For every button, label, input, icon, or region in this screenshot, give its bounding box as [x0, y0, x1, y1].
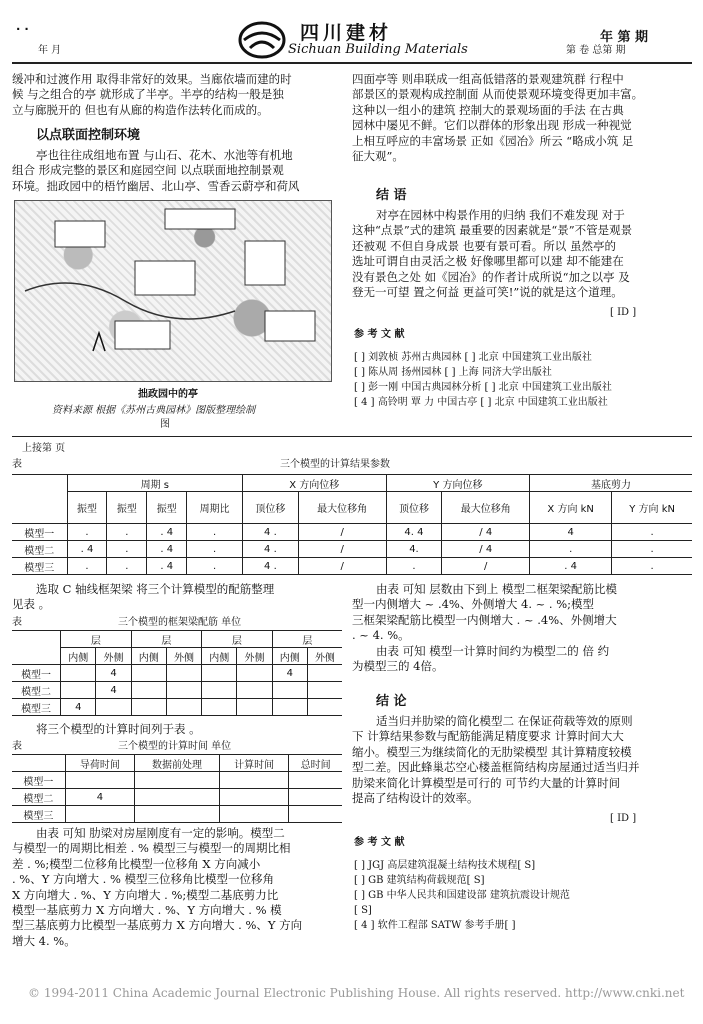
table-cell: . — [612, 524, 692, 541]
row-label: 模型三 — [12, 699, 61, 716]
reference-item: [ 4 ] 高铃明 覃 力 中国古亭 [ ] 北京 中国建筑工业出版社 — [354, 397, 608, 408]
table-cell — [131, 699, 166, 716]
table-cell — [237, 665, 272, 682]
table-cell: / 4 — [442, 541, 530, 558]
text-line: 缓冲和过渡作用 取得非常好的效果。当廊依墙而建的时 — [12, 72, 292, 86]
text-line: 见表 。 — [12, 597, 51, 612]
table-corner — [12, 755, 65, 772]
id-tag: [ ID ] — [610, 813, 637, 824]
text-line: 型一内侧增大 ~ .4%、外侧增大 4. ~ . %;模型 — [352, 597, 595, 612]
reference-item: [ ] 刘敦桢 苏州古典园林 [ ] 北京 中国建筑工业出版社 — [354, 352, 592, 363]
table-group-head: 基底剪力 — [530, 475, 692, 492]
reference-item: [ ] GB 中华人民共和国建设部 建筑抗震设计规范 — [354, 890, 570, 901]
section-heading: 以点联面控制环境 — [36, 128, 141, 143]
reinforcement-table — [12, 630, 342, 716]
figure-source: 资料来源 根据《苏州古典园林》图版整理绘制 — [52, 405, 256, 416]
table-cell: 4 — [96, 665, 131, 682]
table-cell: 4 — [61, 699, 96, 716]
table-cell — [237, 699, 272, 716]
table-row — [12, 682, 342, 699]
table-cell — [289, 806, 342, 823]
text-line: 园林中屡见不鲜。它们以群体的形象出现 形成一种视觉 — [352, 118, 632, 133]
table-cell: / 4 — [442, 524, 530, 541]
text-line: 征大观”。 — [352, 149, 404, 164]
row-label: 模型二 — [12, 682, 61, 699]
text-line: 由表 可知 肋梁对房屋刚度有一定的影响。模型二 — [36, 826, 285, 840]
table-cell — [219, 789, 288, 806]
text-line: 型三基底剪力比模型一基底剪力 X 方向增大 . %、Y 方向 — [12, 918, 303, 933]
table-subhead: 振型 — [147, 492, 187, 524]
results-table — [12, 474, 692, 575]
copyright-footer: © 1994-2011 China Academic Journal Electronic Publishing House. All rights reserved. http://www.cnki.net — [28, 986, 685, 1000]
table-head: 数据前处理 — [135, 755, 220, 772]
reference-item: [ ] JGJ 高层建筑混凝土结构技术规程[ S] — [354, 860, 536, 871]
references-list — [354, 350, 612, 410]
table-cell: / — [298, 558, 386, 575]
table-subhead: 最大位移角 — [442, 492, 530, 524]
text-line: 缩小。模型三为继续简化的无肋梁模型 其计算精度较模 — [352, 744, 632, 759]
table3-tag: 表 — [12, 741, 22, 752]
text-line: 三框架梁配筋比模型一内侧增大 . ~ .4%、外侧增大 — [352, 612, 617, 627]
text-line: 肋梁来简化计算模型是可行的 可节约大量的计算时间 — [352, 775, 621, 790]
issue-volume: 第 卷 总第 期 — [566, 45, 626, 56]
reference-item: [ ] GB 建筑结构荷载规范[ S] — [354, 875, 485, 886]
table-cell — [61, 682, 96, 699]
table-subhead: 顶位移 — [242, 492, 298, 524]
table-cell — [135, 806, 220, 823]
table-head: 导荷时间 — [65, 755, 134, 772]
table-group-head: 层 — [202, 631, 273, 648]
table-row — [12, 524, 692, 541]
table-row — [12, 806, 342, 823]
row-label: 模型二 — [12, 541, 67, 558]
text-line: X 方向增大 . %、Y 方向增大 . %;模型二基底剪力比 — [12, 887, 279, 902]
text-line: 亭也往往成组地布置 与山石、花木、水池等有机地 — [36, 148, 293, 162]
text-line: 四面亭等 则串联成一组高低错落的景观建筑群 行程中 — [352, 72, 624, 86]
table-cell — [289, 772, 342, 789]
text-line: 提高了结构设计的效率。 — [352, 791, 479, 806]
table-group-head: 层 — [61, 631, 132, 648]
table-cell — [96, 699, 131, 716]
text-line: 对亭在园林中构景作用的归纳 我们不难发现 对于 — [376, 208, 625, 222]
text-line: 没有景色之处 如《园冶》的作者计成所说“加之以亭 及 — [352, 269, 630, 284]
reference-item: [ ] 彭一刚 中国古典园林分析 [ ] 北京 中国建筑工业出版社 — [354, 382, 612, 393]
table-cell: / — [298, 524, 386, 541]
table-cell — [166, 699, 201, 716]
table-cell — [289, 789, 342, 806]
table-group-head: X 方向位移 — [242, 475, 386, 492]
table-cell: . — [187, 558, 243, 575]
text-line: 这种以一组小的建筑 控制大的景观场面的手法 在古典 — [352, 102, 624, 117]
table-cell — [307, 682, 342, 699]
table-cell — [166, 665, 201, 682]
text-line: 组合 形成完整的景区和庭园空间 以点联面地控制景观 — [12, 163, 284, 178]
reference-item: [ 4 ] 软件工程部 SATW 参考手册[ ] — [354, 920, 516, 931]
table-cell — [272, 699, 307, 716]
table3-title: 三个模型的计算时间 单位 — [118, 741, 232, 752]
text-line: 上相互呼应的丰富场景 正如《园冶》所云 “略成小筑 足 — [352, 133, 634, 148]
table-cell — [135, 772, 220, 789]
table-cell: 4 . — [242, 524, 298, 541]
left-top-para2 — [12, 148, 300, 194]
table-subhead: 内侧 — [202, 648, 237, 665]
row-label: 模型一 — [12, 665, 61, 682]
table-subhead: 内侧 — [131, 648, 166, 665]
text-line: 候 与之组合的亭 就形成了半亭。半亭的结构一般是独 — [12, 87, 284, 102]
text-line: 选取 C 轴线框架梁 将三个计算模型的配筋整理 — [36, 582, 275, 596]
table-cell — [307, 699, 342, 716]
table-cell — [166, 682, 201, 699]
table-subhead: 顶位移 — [386, 492, 442, 524]
text-line: 与模型一的周期比相差 . % 模型三与模型一的周期比相 — [12, 841, 291, 856]
table-cell: . — [107, 541, 147, 558]
references-title: 参 考 文 献 — [354, 837, 405, 848]
text-line: 模型一基底剪力 X 方向增大 . %、Y 方向增大 . % 模 — [12, 903, 282, 918]
figure-caption: 拙政园中的亭 — [138, 389, 198, 400]
table-row — [12, 699, 342, 716]
text-line: 环境。拙政园中的梧竹幽居、北山亭、雪香云蔚亭和荷风 — [12, 178, 300, 193]
table-row — [12, 558, 692, 575]
table-subhead: 周期比 — [187, 492, 243, 524]
table-cell — [219, 806, 288, 823]
table-subhead: 内侧 — [61, 648, 96, 665]
left-top-text — [12, 72, 292, 118]
section-heading: 结 论 — [376, 694, 407, 709]
table-cell: . — [612, 541, 692, 558]
id-tag: [ ID ] — [610, 307, 637, 318]
table-subhead: Y 方向 kN — [612, 492, 692, 524]
header-year-month: 年 月 — [38, 45, 62, 56]
table-cell — [202, 665, 237, 682]
table-cell — [65, 806, 134, 823]
table-cell: . — [67, 524, 107, 541]
table-cell: 4 — [272, 665, 307, 682]
table-head: 总时间 — [289, 755, 342, 772]
table-cell: / — [298, 541, 386, 558]
journal-title-en: Sichuan Building Materials — [288, 42, 468, 57]
left-bottom-para3 — [12, 826, 302, 949]
table-subhead: 外侧 — [96, 648, 131, 665]
table-cell: 4. — [386, 541, 442, 558]
table-subhead: 振型 — [107, 492, 147, 524]
header-rule — [12, 62, 692, 64]
table-group-head: 周期 s — [67, 475, 242, 492]
reference-item: [ S] — [354, 905, 372, 916]
table2-title: 三个模型的框架梁配筋 单位 — [118, 617, 242, 628]
text-line: 增大 4. %。 — [12, 933, 76, 948]
figure-label: 图 — [160, 419, 170, 430]
right-top-para2 — [352, 208, 632, 300]
table-row — [12, 772, 342, 789]
table-cell — [131, 682, 166, 699]
table-row — [12, 541, 692, 558]
right-bottom-para1 — [352, 582, 617, 674]
table-cell — [272, 682, 307, 699]
table-subhead: 振型 — [67, 492, 107, 524]
table-subhead: 外侧 — [166, 648, 201, 665]
compute-time-table — [12, 754, 342, 823]
table-cell: . 4 — [67, 541, 107, 558]
table-group-head: 层 — [272, 631, 342, 648]
table-cell — [135, 789, 220, 806]
text-line: 适当归并肋梁的简化模型二 在保证荷载等效的原则 — [376, 714, 633, 728]
row-label: 模型三 — [12, 558, 67, 575]
reference-item: [ ] 陈从周 扬州园林 [ ] 上海 同济大学出版社 — [354, 367, 552, 378]
references-title: 参 考 文 献 — [354, 329, 405, 340]
text-line: 立与廊脱开的 但也有从廊的构造作法转化而成的。 — [12, 102, 269, 117]
table-cell: . 4 — [147, 524, 187, 541]
table-subhead: 外侧 — [307, 648, 342, 665]
text-line: . ~ 4. %。 — [352, 628, 410, 643]
table-cell: 4 — [65, 789, 134, 806]
left-bottom-para1 — [12, 582, 274, 613]
table2-tag: 表 — [12, 617, 22, 628]
table-cell — [202, 682, 237, 699]
table-cell — [219, 772, 288, 789]
header-dots: · · — [16, 22, 29, 36]
text-line: 型二差。因此蜂巢芯空心楼盖框筒结构房屋通过适当归并 — [352, 760, 640, 775]
references-list — [354, 858, 570, 933]
section-divider — [12, 436, 692, 437]
continued-note: 上接第 页 — [22, 443, 66, 454]
row-label: 模型二 — [12, 789, 65, 806]
table1-title: 三个模型的计算结果参数 — [280, 459, 390, 470]
text-line: . %、Y 方向增大 . % 模型三位移角比模型一位移角 — [12, 872, 275, 887]
table-cell: . — [107, 524, 147, 541]
table-subhead: 外侧 — [237, 648, 272, 665]
text-line: 选址可谓自由灵活之极 好像哪里都可以建 却不能建在 — [352, 254, 624, 269]
table-cell: 4. 4 — [386, 524, 442, 541]
table-subhead: 最大位移角 — [298, 492, 386, 524]
issue-year: 年 第 期 — [600, 30, 649, 45]
table-cell — [237, 682, 272, 699]
table-row — [12, 789, 342, 806]
garden-map-figure — [14, 200, 332, 382]
right-top-text — [352, 72, 643, 164]
table-cell: / — [442, 558, 530, 575]
table-cell — [65, 772, 134, 789]
table-subhead: 内侧 — [272, 648, 307, 665]
table-cell: . — [612, 558, 692, 575]
section-heading: 结 语 — [376, 188, 407, 203]
journal-logo-icon — [238, 20, 286, 60]
table-row — [12, 665, 342, 682]
text-line: 差 . %;模型二位移角比模型一位移角 X 方向减小 — [12, 856, 261, 871]
text-line: 下 计算结果参数与配筋能满足精度要求 计算时间大大 — [352, 729, 624, 744]
table-cell: 4 — [530, 524, 612, 541]
table-cell — [131, 665, 166, 682]
table-group-head: 层 — [131, 631, 202, 648]
text-line: 登无一可望 置之何益 更益可笑!”说的就是这个道理。 — [352, 285, 623, 300]
table-group-head: Y 方向位移 — [386, 475, 530, 492]
table-cell: . 4 — [147, 541, 187, 558]
row-label: 模型三 — [12, 806, 65, 823]
left-bottom-para2: 将三个模型的计算时间列于表 。 — [36, 722, 201, 736]
row-label: 模型一 — [12, 524, 67, 541]
table-cell — [307, 665, 342, 682]
table-cell: . — [187, 524, 243, 541]
table-cell: 4 — [96, 682, 131, 699]
text-line: 为模型三的 4倍。 — [352, 659, 444, 674]
text-line: 由表 可知 模型一计算时间约为模型二的 倍 约 — [376, 643, 610, 658]
text-line: 还被观 不但自身成景 也要有景可看。所以 虽然亭的 — [352, 238, 616, 253]
table-corner — [12, 475, 67, 524]
table-cell: . 4 — [530, 558, 612, 575]
row-label: 模型一 — [12, 772, 65, 789]
table-cell: 4 . — [242, 558, 298, 575]
table1-tag: 表 — [12, 459, 22, 470]
table-cell: . 4 — [147, 558, 187, 575]
table-subhead: X 方向 kN — [530, 492, 612, 524]
garden-map-drawing — [15, 201, 331, 381]
table-cell: . — [107, 558, 147, 575]
table-cell: . — [67, 558, 107, 575]
text-line: 由表 可知 层数由下到上 模型二框架梁配筋比模 — [376, 582, 617, 596]
table-cell: . — [187, 541, 243, 558]
table-cell: . — [386, 558, 442, 575]
right-bottom-para2 — [352, 714, 640, 806]
text-line: 这种“点景”式的建筑 最重要的因素就是“景”不管是观景 — [352, 223, 633, 238]
table-cell: 4 . — [242, 541, 298, 558]
journal-title-cn: 四川建材 — [300, 22, 393, 44]
table-head: 计算时间 — [219, 755, 288, 772]
table-corner — [12, 631, 61, 665]
table-cell — [202, 699, 237, 716]
table-cell — [61, 665, 96, 682]
table-cell: . — [530, 541, 612, 558]
text-line: 部景区的景观构成控制面 从而使景观环境变得更加丰富。 — [352, 87, 644, 102]
